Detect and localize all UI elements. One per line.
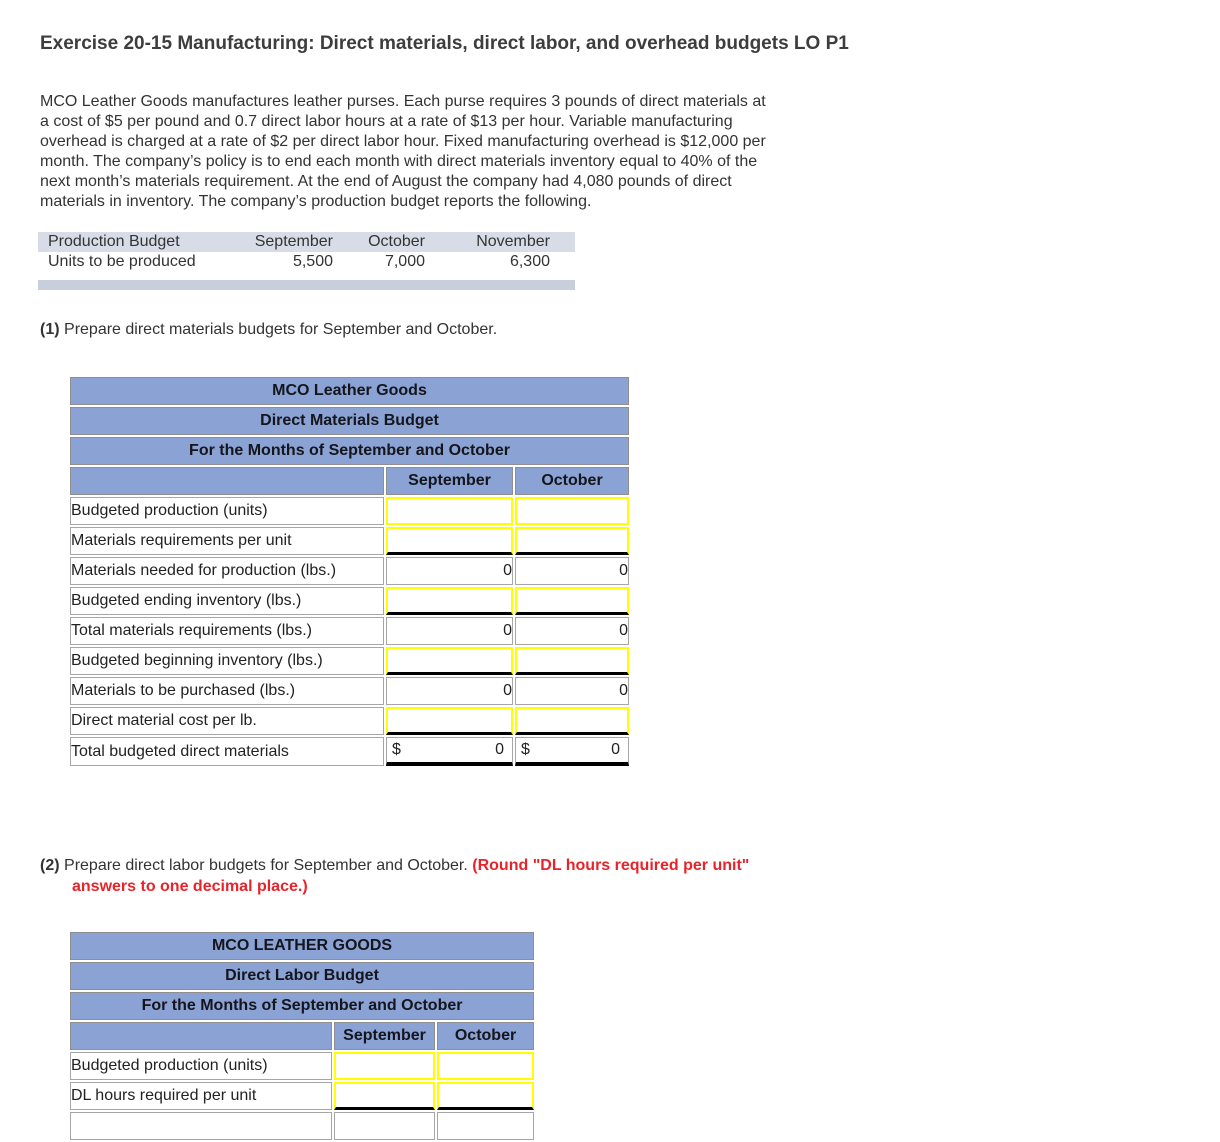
row-label: Budgeted beginning inventory (lbs.) — [70, 647, 384, 675]
table-title-budget: Direct Labor Budget — [70, 962, 534, 990]
row-label: Materials requirements per unit — [70, 527, 384, 555]
input-cell-ending-inventory-sep[interactable] — [386, 587, 513, 615]
production-budget-table — [38, 232, 575, 272]
units-october: 7,000 — [384, 253, 425, 270]
row-label: Budgeted ending inventory (lbs.) — [70, 587, 384, 615]
table-row — [70, 1082, 534, 1110]
column-header-november: November — [430, 232, 575, 252]
input-cell-dl-hours-per-unit-oct[interactable] — [437, 1082, 534, 1110]
problem-line: next month’s materials requirement. At the end of August the company had 4,080 pounds of direct — [40, 173, 732, 190]
input-cell-cost-per-lb-sep[interactable] — [386, 707, 513, 735]
row-label: Budgeted production (units) — [70, 497, 384, 525]
column-header-october: October — [437, 1022, 534, 1050]
currency-symbol: $ — [521, 741, 530, 758]
table-row — [70, 647, 629, 675]
row-label: Units to be produced — [48, 253, 196, 270]
units-september: 5,500 — [292, 253, 333, 270]
direct-materials-budget-table — [68, 375, 631, 768]
table-row — [70, 1052, 534, 1080]
table-row — [70, 557, 629, 585]
table-row — [70, 707, 629, 735]
table-title-budget: Direct Materials Budget — [70, 407, 629, 435]
input-cell-budgeted-production-sep[interactable] — [334, 1052, 435, 1080]
table-row — [70, 677, 629, 705]
input-cell-dl-hours-per-unit-sep[interactable] — [334, 1082, 435, 1110]
table-title-period: For the Months of September and October — [70, 437, 629, 465]
input-cell-materials-per-unit-sep[interactable] — [386, 527, 513, 555]
page-title: Exercise 20-15 Manufacturing: Direct materials, direct labor, and overhead budgets LO P1 — [40, 33, 849, 54]
input-cell-beginning-inventory-oct[interactable] — [515, 647, 629, 675]
row-label: Direct material cost per lb. — [70, 707, 384, 735]
table-row — [70, 497, 629, 525]
problem-line: MCO Leather Goods manufactures leather purses. Each purse requires 3 pounds of direct materials at — [40, 93, 766, 110]
input-cell-ending-inventory-oct[interactable] — [515, 587, 629, 615]
instruction-1 — [40, 319, 497, 340]
table-title-company: MCO LEATHER GOODS — [70, 932, 534, 960]
table-title-period: For the Months of September and October — [70, 992, 534, 1020]
input-cell-cost-per-lb-oct[interactable] — [515, 707, 629, 735]
calc-cell: 0 — [515, 557, 629, 585]
instruction-2-text: Prepare direct labor budgets for September and October. — [64, 857, 468, 874]
input-cell-materials-per-unit-oct[interactable] — [515, 527, 629, 555]
corner-cell — [70, 467, 384, 495]
input-cell-beginning-inventory-sep[interactable] — [386, 647, 513, 675]
row-label: Total budgeted direct materials — [70, 737, 384, 766]
row-label: Materials to be purchased (lbs.) — [70, 677, 384, 705]
instruction-1-text: Prepare direct materials budgets for September and October. — [64, 321, 498, 338]
column-header-october: October — [338, 232, 430, 252]
calc-cell: 0 — [386, 617, 513, 645]
row-label: DL hours required per unit — [70, 1082, 332, 1110]
column-header-september: September — [334, 1022, 435, 1050]
total-value: 0 — [611, 741, 621, 758]
units-to-be-produced-row — [38, 252, 575, 272]
table-title-company: MCO Leather Goods — [70, 377, 629, 405]
row-label: Materials needed for production (lbs.) — [70, 557, 384, 585]
total-cell-october — [515, 737, 629, 766]
instruction-2-line1 — [40, 855, 860, 876]
table-row — [70, 737, 629, 766]
units-november: 6,300 — [509, 253, 550, 270]
production-budget-header-row — [38, 232, 575, 252]
direct-labor-budget-table — [68, 930, 536, 1142]
production-budget-title: Production Budget — [38, 232, 228, 252]
instruction-2-note-line2: answers to one decimal place.) — [72, 878, 308, 895]
problem-line: overhead is charged at a rate of $2 per direct labor hour. Fixed manufacturing overhead is $12,000 per — [40, 133, 766, 150]
input-cell-budgeted-production-oct[interactable] — [515, 497, 629, 525]
problem-statement — [40, 92, 766, 212]
column-header-october: October — [515, 467, 629, 495]
problem-line: materials in inventory. The company’s production budget reports the following. — [40, 193, 592, 210]
production-budget-footer-bar — [38, 280, 575, 290]
problem-line: month. The company’s policy is to end each month with direct materials inventory equal to 40% of the — [40, 153, 758, 170]
instruction-2 — [40, 855, 860, 897]
instruction-2-note: (Round "DL hours required per unit" — [472, 857, 750, 874]
table-row — [70, 587, 629, 615]
row-label: Budgeted production (units) — [70, 1052, 332, 1080]
calc-cell — [334, 1112, 435, 1140]
input-cell-budgeted-production-sep[interactable] — [386, 497, 513, 525]
calc-cell: 0 — [386, 677, 513, 705]
problem-line: a cost of $5 per pound and 0.7 direct labor hours at a rate of $13 per hour. Variable manufacturing — [40, 113, 733, 130]
corner-cell — [70, 1022, 332, 1050]
input-cell-budgeted-production-oct[interactable] — [437, 1052, 534, 1080]
total-cell-september — [386, 737, 513, 766]
calc-cell — [437, 1112, 534, 1140]
instruction-2-number: (2) — [40, 857, 60, 874]
table-row — [70, 527, 629, 555]
column-header-september: September — [386, 467, 513, 495]
total-value: 0 — [495, 741, 504, 758]
calc-cell: 0 — [515, 677, 629, 705]
calc-cell: 0 — [386, 557, 513, 585]
calc-cell: 0 — [515, 617, 629, 645]
row-label — [70, 1112, 332, 1140]
currency-symbol: $ — [392, 741, 401, 758]
table-row — [70, 617, 629, 645]
table-row-clipped — [70, 1112, 534, 1140]
column-header-september: September — [228, 232, 338, 252]
row-label: Total materials requirements (lbs.) — [70, 617, 384, 645]
instruction-1-number: (1) — [40, 321, 60, 338]
